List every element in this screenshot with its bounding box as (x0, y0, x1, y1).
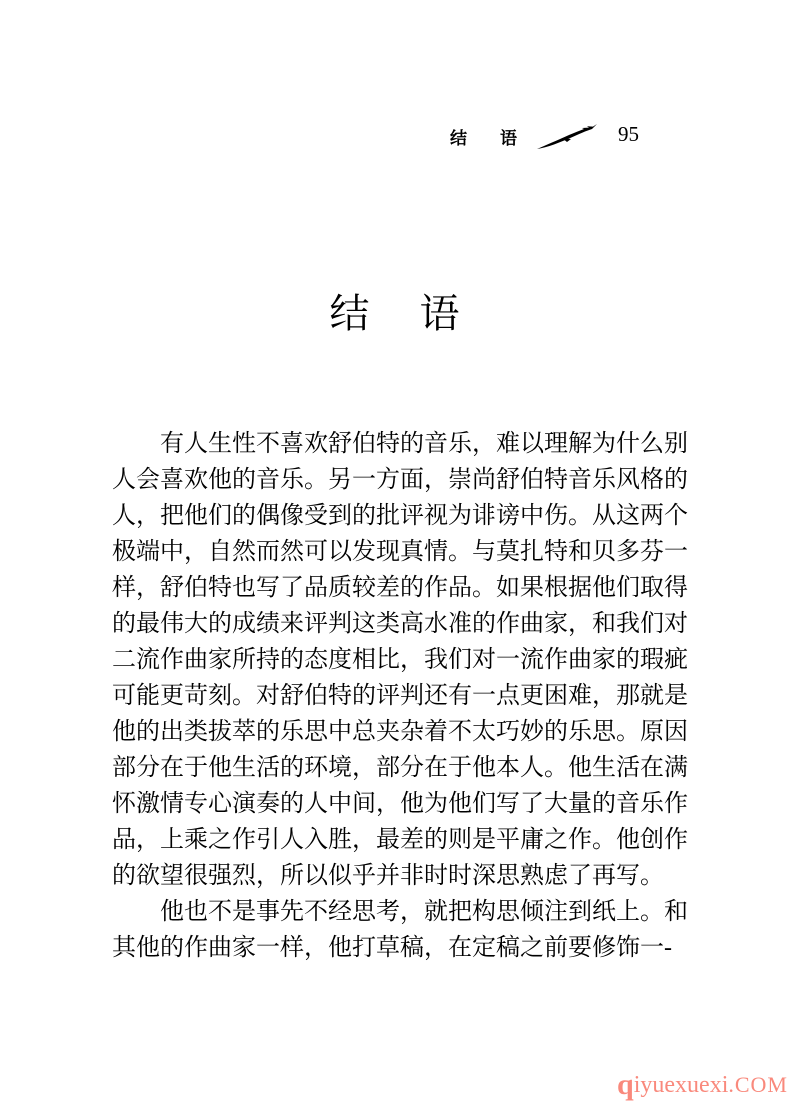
body-line: 怀激情专心演奏的人中间，他为他们写了大量的音乐作 (112, 791, 688, 817)
body-text (112, 426, 690, 966)
watermark-domain-suffix: .COM (728, 1072, 788, 1097)
body-line: 他的出类拔萃的乐思中总夹杂着不太巧妙的乐思。原因 (112, 719, 688, 745)
watermark-text: iyuexuexi (633, 1072, 729, 1098)
body-line: 部分在于他生活的环境，部分在于他本人。他生活在满 (112, 755, 688, 781)
running-title: 结 语 (450, 129, 525, 148)
body-line: 品，上乘之作引人入胜，最差的则是平庸之作。他创作 (112, 827, 688, 853)
body-line: 人会喜欢他的音乐。另一方面，崇尚舒伯特音乐风格的 (112, 467, 688, 493)
body-line: 的最伟大的成绩来评判这类高水准的作曲家，和我们对 (112, 611, 688, 637)
body-line: 人，把他们的偶像受到的批评视为诽谤中伤。从这两个 (112, 503, 688, 529)
body-line: 极端中，自然而然可以发现真情。与莫扎特和贝多芬一 (112, 539, 688, 565)
body-line: 的欲望很强烈，所以似乎并非时时深思熟虑了再写。 (112, 863, 664, 889)
page-number: 95 (618, 122, 639, 146)
body-line: 可能更苛刻。对舒伯特的评判还有一点更困难，那就是 (112, 683, 688, 709)
body-line: 样，舒伯特也写了品质较差的作品。如果根据他们取得 (112, 575, 688, 601)
site-watermark (617, 1068, 788, 1102)
body-line: 二流作曲家所持的态度相比，我们对一流作曲家的瑕疵 (112, 647, 688, 673)
body-line: 其他的作曲家一样，他打草稿，在定稿之前要修饰一- (112, 935, 672, 961)
running-header (0, 124, 794, 150)
chapter-title: 结 语 (329, 291, 465, 336)
watermark-prefix: q (617, 1068, 634, 1101)
body-line: 他也不是事先不经思考，就把构思倾注到纸上。和 (160, 899, 688, 925)
quill-pen-icon (536, 124, 598, 150)
body-line: 有人生性不喜欢舒伯特的音乐，难以理解为什么别 (160, 431, 688, 457)
